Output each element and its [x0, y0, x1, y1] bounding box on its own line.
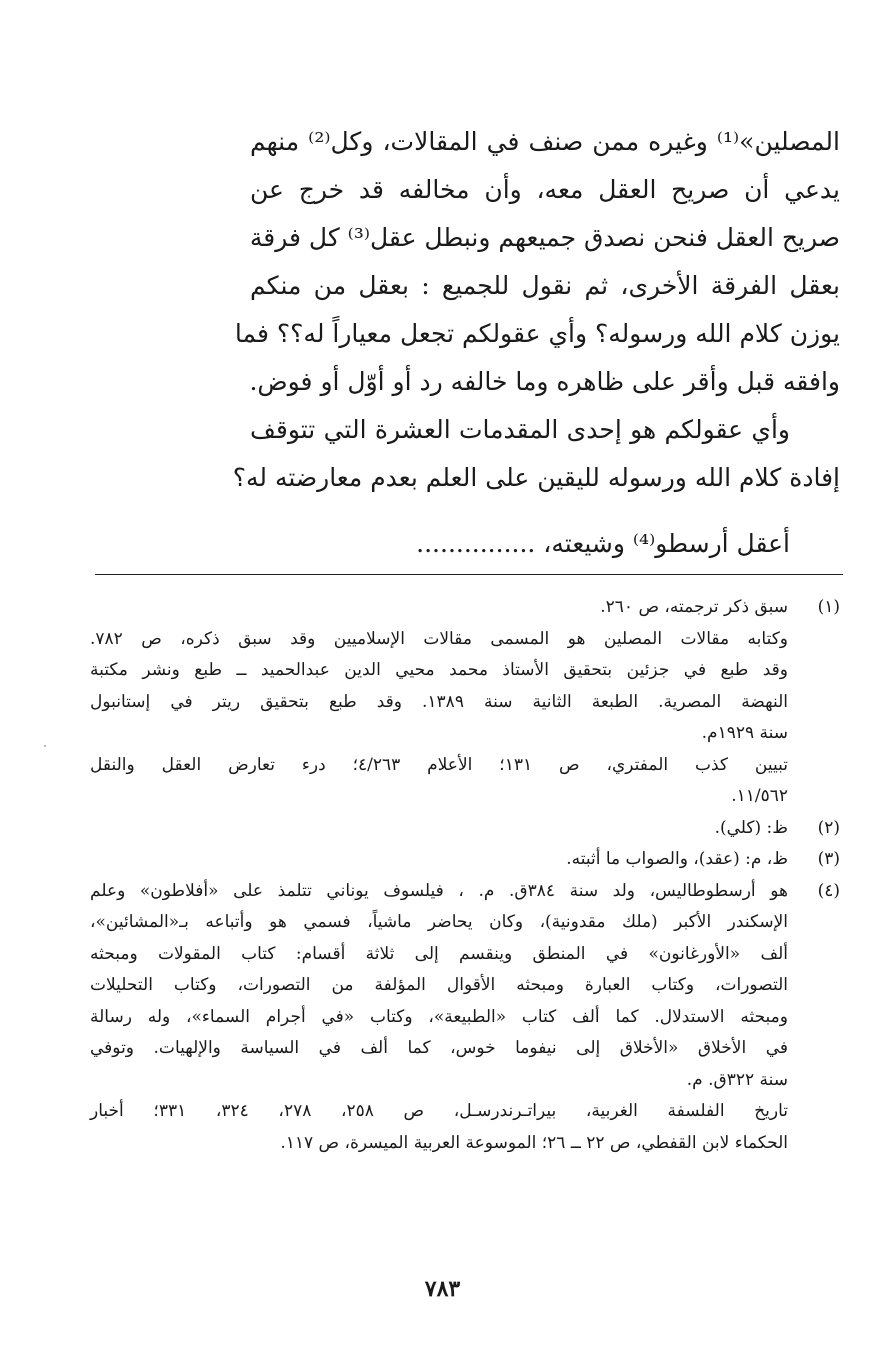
footnote-line: ألف «الأورغانون» في المنطق وينقسم إلى ثلاثة أقسام: كتاب المقولات ومبحثه	[90, 943, 788, 964]
footnote-line: وقد طبع في جزئين بتحقيق الأستاذ محمد محيي الدين عبدالحميد ــ طبع ونشر مكتبة	[90, 660, 788, 680]
footnote-1	[90, 592, 840, 813]
main-line: بعقل الفرقة الأخرى، ثم نقول للجميع : بعقل من منكم	[250, 271, 840, 300]
footnote-marker: (١)	[817, 597, 840, 617]
footnote-line: ظ، م: (عقد)، والصواب ما أثبته.	[566, 849, 788, 869]
footnotes	[90, 592, 840, 1159]
main-line: وافقه قبل وأقر على ظاهره وما خالفه رد أو أوّل أو فوض.	[249, 367, 840, 396]
footnote-line: تبيين كذب المفتري، ص ١٣١؛ الأعلام ٤/٢٦٣؛ درء تعارض العقل والنقل	[90, 754, 788, 775]
footnote-marker: (٢)	[817, 817, 840, 838]
footnote-4	[90, 876, 840, 1160]
footnote-2	[90, 813, 840, 845]
footnote-line: الحكماء لابن القفطي، ص ٢٢ ــ ٢٦؛ الموسوعة العربية الميسرة، ص ١١٧.	[280, 1132, 788, 1153]
main-line: أعقل أرسطو⁽⁴⁾ وشيعته، ...............	[416, 529, 790, 558]
footnote-line: سبق ذكر ترجمته، ص ٢٦٠.	[600, 597, 788, 617]
main-line: إفادة كلام الله ورسوله لليقين على العلم بعدم معارضته له؟	[232, 463, 840, 492]
footnote-marker: (٣)	[817, 849, 840, 869]
main-line: يدعي أن صريح العقل معه، وأن مخالفه قد خرج عن	[250, 175, 840, 204]
footnote-separator	[95, 574, 843, 575]
footnote-line: في الأخلاق «الأخلاق إلى نيفوما خوس، كما ألف في السياسة والإلهيات. وتوفي	[90, 1038, 788, 1058]
footnote-marker: (٤)	[817, 880, 840, 901]
main-line: المصلين»⁽¹⁾ وغيره ممن صنف في المقالات، وكل⁽²⁾ منهم	[250, 127, 840, 156]
page-number: ٧٨٣	[424, 1276, 461, 1302]
footnote-line: الإسكندر الأكبر (ملك مقدونية)، وكان يحاضر ماشياً، فسمي هو وأتباعه بـ«المشائين»،	[90, 912, 788, 932]
footnote-line: ١١/٥٦٢.	[731, 786, 788, 806]
footnote-line: التصورات، وكتاب العبارة ومبحثه الأقوال المؤلفة من التصورات، وكتاب التحليلات	[90, 975, 788, 995]
footnote-line: ظ: (كلي).	[714, 817, 788, 838]
main-line: يوزن كلام الله ورسوله؟ وأي عقولكم تجعل معياراً له؟؟ فما	[234, 319, 840, 348]
footnote-line: سنة ١٩٢٩م.	[701, 723, 788, 743]
footnote-line: وكتابه مقالات المصلين هو المسمى مقالات الإسلاميين وقد سبق ذكره، ص ٧٨٢.	[90, 628, 788, 649]
footnote-line: تاريخ الفلسفة الغربية، بيراتـرندرسـل، ص ٢٥٨، ٢٧٨، ٣٢٤، ٣٣١؛ أخبار	[90, 1101, 789, 1121]
footnote-line: ومبحثه الاستدلال. كما ألف كتاب «الطبيعة»، وكتاب «في أجرام السماء»، وله رسالة	[90, 1006, 788, 1027]
main-line: صريح العقل فنحن نصدق جميعهم ونبطل عقل⁽³⁾ كل فرقة	[249, 223, 840, 252]
main-text-block	[232, 118, 840, 568]
footnote-line: هو أرسطوطاليس، ولد سنة ٣٨٤ق. م. ، فيلسوف يوناني تتلمذ على «أفلاطون» وعلم	[90, 880, 788, 901]
margin-speck	[44, 745, 46, 747]
main-line: وأي عقولكم هو إحدى المقدمات العشرة التي تتوقف	[250, 415, 790, 444]
footnote-3	[90, 844, 840, 876]
footnote-line: سنة ٣٢٢ق. م.	[686, 1069, 788, 1090]
footnote-line: النهضة المصرية. الطبعة الثانية سنة ١٣٨٩. وقد طبع بتحقيق ريتر في إستانبول	[90, 691, 788, 712]
